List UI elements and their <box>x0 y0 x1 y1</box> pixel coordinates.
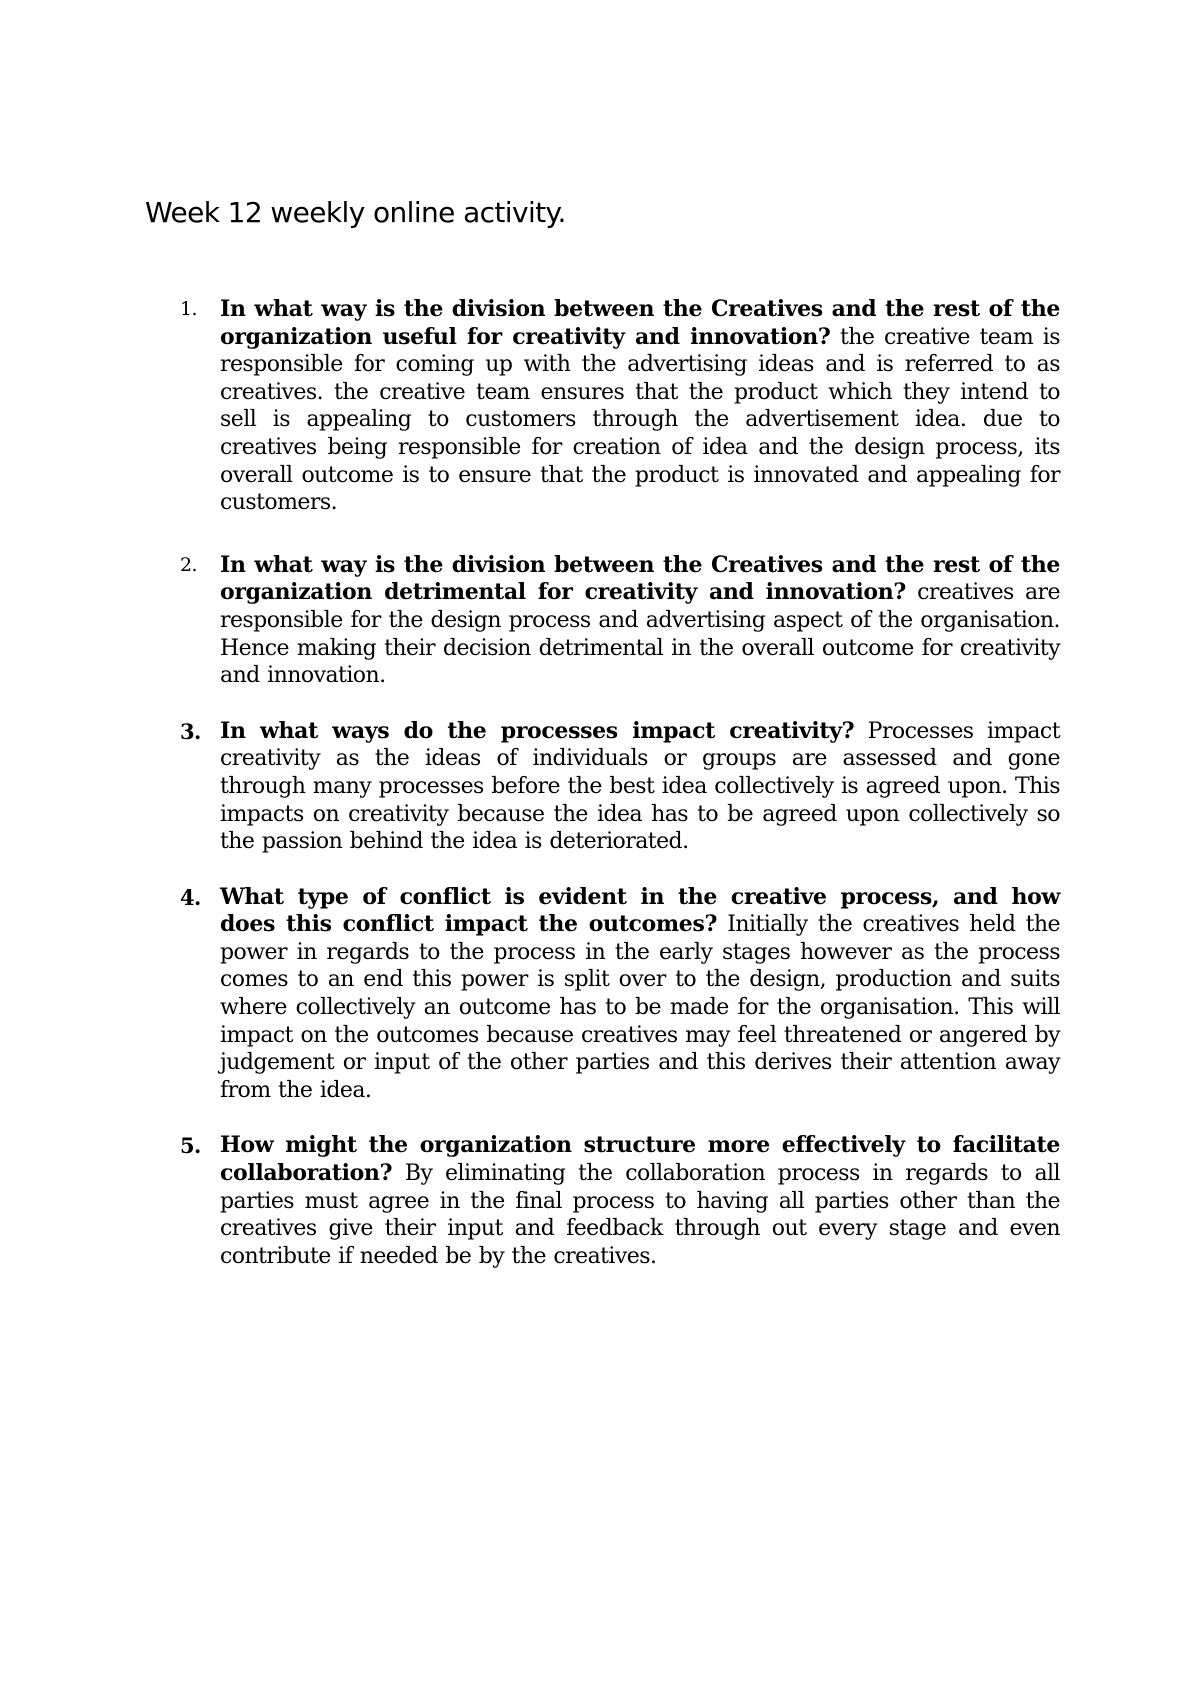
question-text-3: In what ways do the processes impact creativity? <box>220 717 855 744</box>
question-number-5: 5. <box>180 1133 201 1159</box>
question-item-1 <box>180 296 1060 517</box>
question-text-2: In what way is the division between the Creatives and the rest of the organization detrimental for creativity and innovation? <box>220 551 1060 606</box>
answer-text-3: Processes impact creativity as the ideas of individuals or groups are assessed and gone through many processes before the best idea collectively is agreed upon. This impacts on creativity because the idea has to be agreed upon collectively so the passion behind the idea is deteriorated. <box>220 718 1060 855</box>
answer-text-2: creatives are responsible for the design process and advertising aspect of the organisation. Hence making their decision detrimental in the overall outcome for creativity and innovation. <box>220 580 1060 689</box>
question-item-5 <box>180 1132 1060 1270</box>
question-list <box>180 296 1060 1305</box>
document-title: Week 12 weekly online activity. <box>145 196 566 229</box>
question-item-2 <box>180 552 1060 690</box>
answer-text-5: By eliminating the collaboration process in regards to all parties must agree in the final process to having all parties other than the creatives give their input and feedback through out every stage and even contribute if needed be by the creatives. <box>220 1161 1060 1269</box>
question-number-2: 2. <box>180 553 198 576</box>
question-text-4: What type of conflict is evident in the creative process, and how does this conflict impact the outcomes? <box>220 883 1060 938</box>
question-number-4: 4. <box>180 884 201 910</box>
question-text-1: In what way is the division between the Creatives and the rest of the organization useful for creativity and innovation? <box>220 296 1060 350</box>
answer-text-1: the creative team is responsible for coming up with the advertising ideas and is referred to as creatives. the creative team ensures that the product which they intend to sell is appealing to customers through the advertisement idea. due to creatives being responsible for creation of idea and the design process, its overall outcome is to ensure that the product is innovated and appealing for customers. <box>220 324 1060 516</box>
answer-text-4: Initially the creatives held the power in regards to the process in the early stages however as the process comes to an end this power is split over to the design, production and suits where collectively an outcome has to be made for the organisation. This will impact on the outcomes because creatives may feel threatened or angered by judgement or input of the other parties and this derives their attention away from the idea. <box>220 912 1060 1103</box>
question-number-3: 3. <box>180 718 201 744</box>
question-item-4 <box>180 884 1060 1105</box>
question-text-5: How might the organization structure more effectively to facilitate collaboration? <box>220 1132 1060 1187</box>
question-item-3 <box>180 718 1060 856</box>
question-number-1: 1. <box>180 298 198 320</box>
